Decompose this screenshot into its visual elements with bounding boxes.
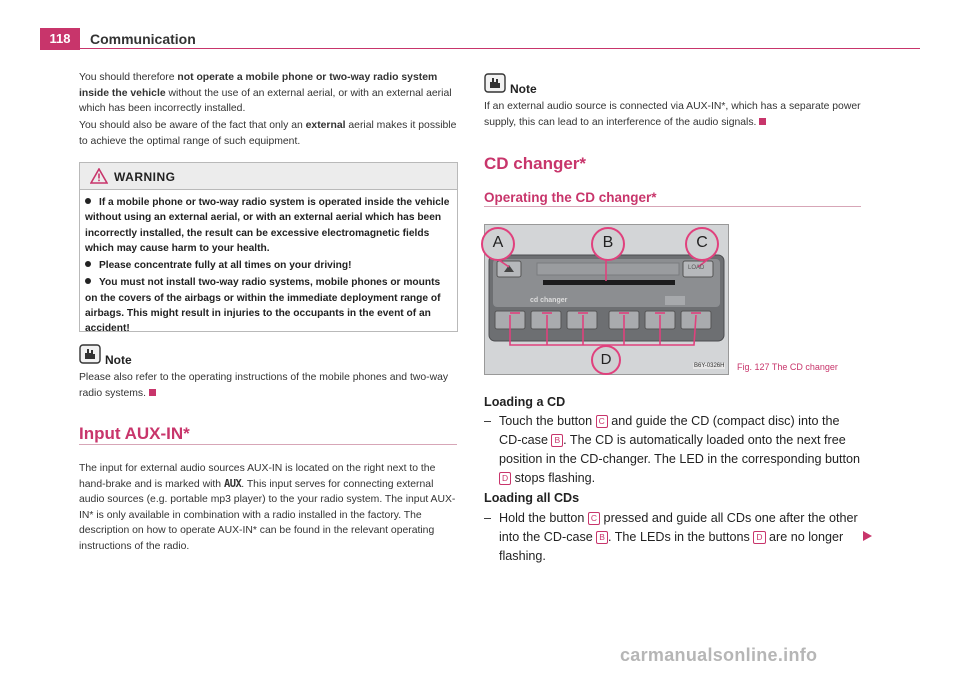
figure-callout-b: B [591,227,625,261]
bullet-icon [85,261,91,267]
footer-watermark[interactable]: carmanualsonline.info [620,645,818,665]
ref-b: B [596,531,608,544]
page-number: 118 [40,28,80,50]
warning-item: Please concentrate fully at all times on your driving! [85,258,453,273]
section-title: Communication [90,31,196,47]
figure-callout-a: A [481,227,515,261]
bullet-icon [85,278,91,284]
subtitle-loading-all-cds: Loading all CDs [484,491,580,505]
step-dash: – [484,414,492,428]
warning-title: WARNING [114,170,176,184]
figure-caption: Fig. 127 The CD changer [737,362,838,372]
warning-header [80,163,457,190]
paragraph-external-aerial: You should also be aware of the fact that only an external aerial makes it possible to achieve the optimal range of such equipment. [79,120,457,147]
device-label: cd changer [530,297,568,304]
ref-b: B [551,434,563,447]
warning-item: You must not install two-way radio systems, mobile phones or mounts on the covers of the airbags or within the immediate deployment range of airbags. This might result in injuries to the occupants in the event of an accident! [85,277,441,335]
warning-list [85,195,453,337]
ref-c: C [588,512,600,525]
ref-d: D [499,472,511,485]
figure-callout-d: D [591,345,621,375]
aux-symbol: AUX [223,477,242,490]
header-rule [40,48,920,49]
figure-callout-c: C [685,227,719,261]
warning-item: If a mobile phone or two-way radio system is operated inside the vehicle without using an external aerial, or with an external aerial which has been incorrectly installed, the result can be excessive electromagnetic fields which may cause harm to your health. [85,197,450,254]
cd-changer-figure [484,224,729,375]
paragraph-aux-in: The input for external audio sources AUX-IN is located on the right next to the hand-brake and is marked with AUX. This input serves for connecting external audio sources (e.g. portable mp3 player) to the your radio system. The input AUX-IN* is only available in combination with a radio installed in the factory. The description on how to operate AUX-IN* can be found in the relevant operating instructions of the radio. [79,463,456,552]
note-hand-icon [79,344,101,364]
step-dash: – [484,511,492,525]
end-mark-icon [759,118,766,125]
continue-arrow-icon[interactable] [861,530,873,542]
bullet-icon [85,198,91,204]
ref-c: C [596,415,608,428]
step-load-all-cds: Hold the button C pressed and guide all CDs one after the other into the CD-case B . The LEDs in the buttons D are no longer flashing. [499,511,858,563]
load-button-label: LOAD [688,265,705,271]
subtitle-loading-cd: Loading a CD [484,395,566,409]
note-text: Please also refer to the operating instructions of the mobile phones and two-way radio systems. [79,372,449,399]
step-load-cd: Touch the button C and guide the CD (compact disc) into the CD-case B . The CD is automatically loaded onto the next free position in the CD-changer. The LED in the corresponding button D stops flashing. [499,414,861,485]
paragraph-mobile-warning: You should therefore not operate a mobile phone or two-way radio system inside the vehicle without the use of an external aerial, or with an external aerial which has been incorrectly installed. [79,72,452,114]
warning-box [79,162,458,335]
figure-code: B6Y-0326H [694,363,725,369]
note-hand-icon [484,73,506,93]
heading-aux-in: Input AUX-IN* [79,424,190,443]
warning-triangle-icon [90,168,108,184]
note-title: Note [105,353,132,367]
subheading-operating-cd-changer: Operating the CD changer* [484,190,657,205]
heading-rule [484,206,861,207]
note-title: Note [510,82,537,96]
heading-rule [79,444,457,445]
end-mark-icon [149,389,156,396]
ref-d: D [753,531,765,544]
note-text: If an external audio source is connected via AUX-IN*, which has a separate power supply, this can lead to an interference of the audio signals. [484,101,861,128]
heading-cd-changer: CD changer* [484,154,587,173]
